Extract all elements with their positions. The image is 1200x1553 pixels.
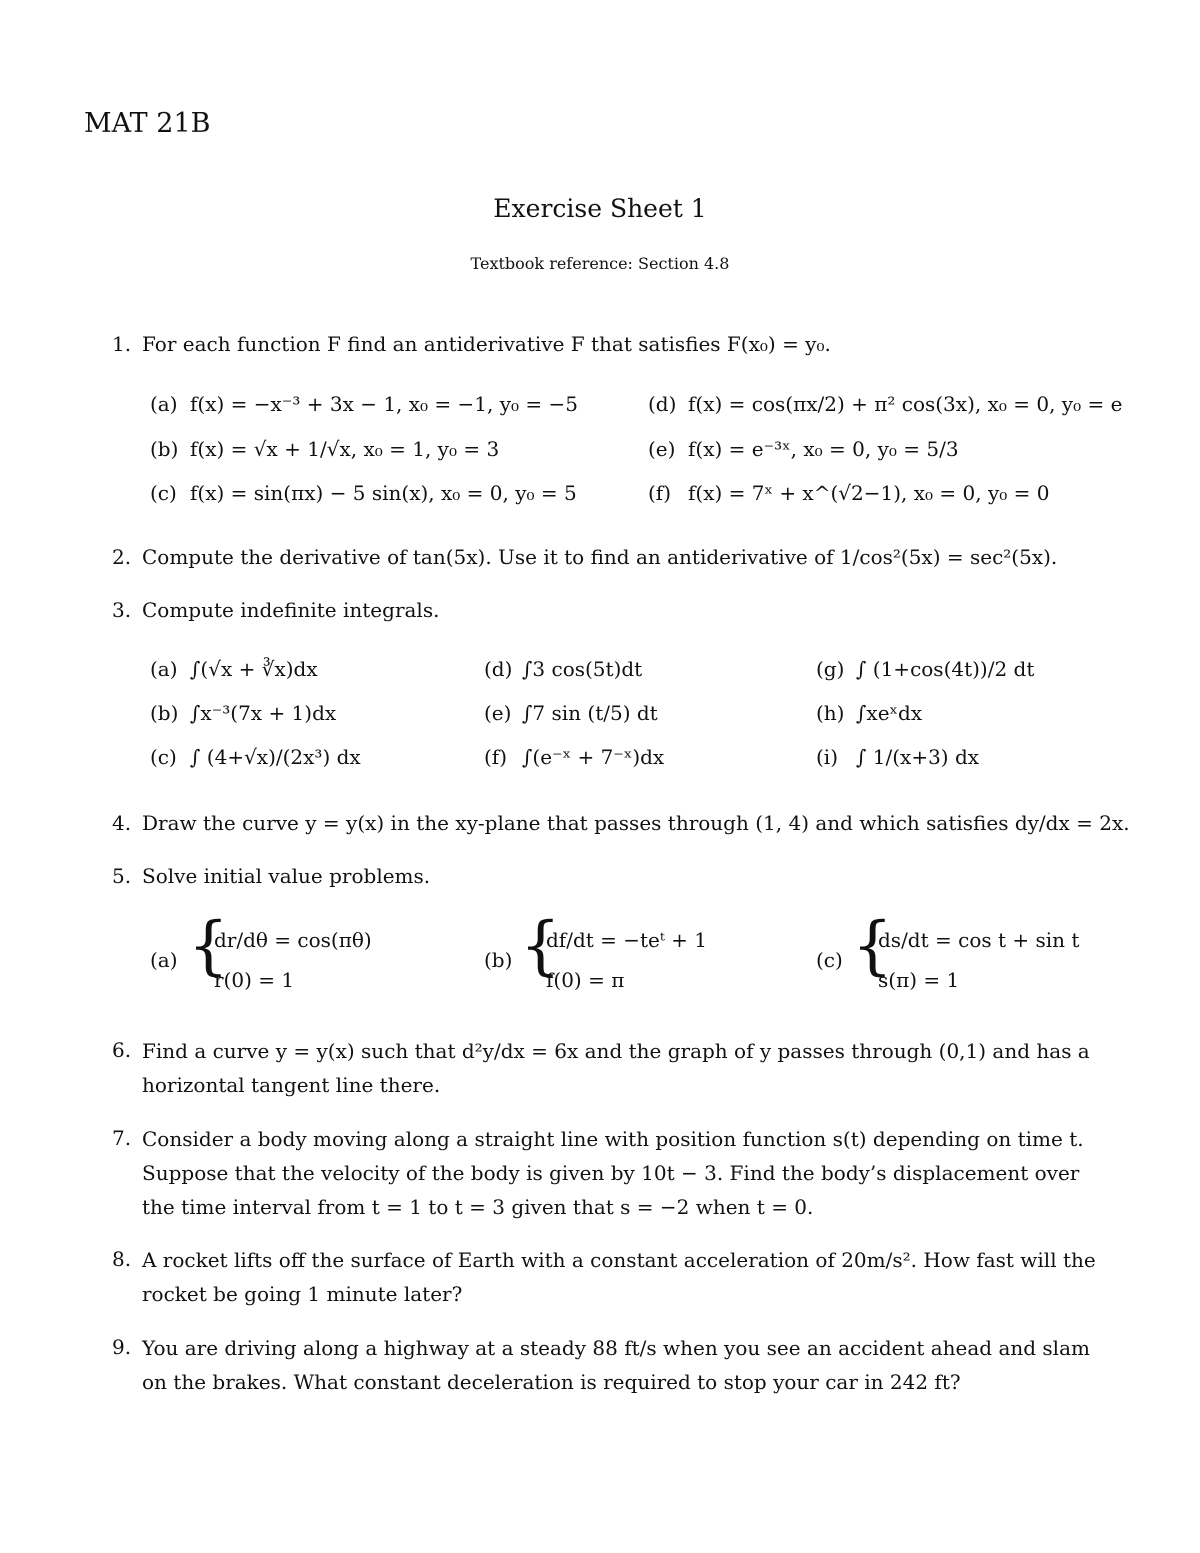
problem-number: 1. bbox=[112, 332, 132, 356]
ode-equation: ds/dt = cos t + sin t bbox=[878, 928, 1080, 952]
problem-text: Solve initial value problems. bbox=[142, 864, 431, 888]
left-brace-icon: { bbox=[852, 909, 893, 983]
problem-number: 9. bbox=[112, 1335, 132, 1359]
part-expr: ∫xeˣdx bbox=[856, 701, 923, 725]
part-expr: ∫ (4+√x)/(2x³) dx bbox=[190, 745, 361, 769]
problem-text: Find a curve y = y(x) such that d²y/dx = 6x and the graph of y passes through (0,1) and has a horizontal tangent line there. bbox=[142, 1039, 1090, 1097]
part-label: (c) bbox=[150, 745, 177, 769]
problem-text: For each function F find an antiderivative F that satisfies F(x₀) = y₀. bbox=[142, 332, 831, 356]
ode-equation: dr/dθ = cos(πθ) bbox=[214, 928, 372, 952]
part-label: (h) bbox=[816, 701, 845, 725]
part-expr: ∫x⁻³(7x + 1)dx bbox=[190, 701, 337, 725]
problem-number: 5. bbox=[112, 864, 132, 888]
part-label: (c) bbox=[816, 948, 843, 972]
problem-number: 6. bbox=[112, 1038, 132, 1062]
part-label: (b) bbox=[484, 948, 513, 972]
left-brace-icon: { bbox=[188, 909, 229, 983]
part-expr: ∫(e⁻ˣ + 7⁻ˣ)dx bbox=[522, 745, 665, 769]
ode-equation: df/dt = −teᵗ + 1 bbox=[546, 928, 708, 952]
part-expr: ∫3 cos(5t)dt bbox=[522, 657, 643, 681]
part-expr: f(x) = cos(πx/2) + π² cos(3x), x₀ = 0, y₀ = e bbox=[688, 392, 1123, 416]
part-expr: ∫7 sin (t/5) dt bbox=[522, 701, 658, 725]
part-expr: ∫ 1/(x+3) dx bbox=[856, 745, 980, 769]
problem-number: 2. bbox=[112, 545, 132, 569]
left-brace-icon: { bbox=[520, 909, 561, 983]
part-label: (g) bbox=[816, 657, 845, 681]
initial-condition: r(0) = 1 bbox=[214, 968, 295, 992]
problem-text: Compute the derivative of tan(5x). Use it to find an antiderivative of 1/cos²(5x) = sec²(5x). bbox=[142, 545, 1058, 569]
part-label: (b) bbox=[150, 437, 179, 461]
problem-number: 3. bbox=[112, 598, 132, 622]
problem-number: 8. bbox=[112, 1247, 132, 1271]
problem-text: Compute indefinite integrals. bbox=[142, 598, 440, 622]
part-label: (a) bbox=[150, 657, 178, 681]
part-expr: f(x) = 7ˣ + x^(√2−1), x₀ = 0, y₀ = 0 bbox=[688, 481, 1050, 505]
part-label: (a) bbox=[150, 948, 178, 972]
problem-number: 4. bbox=[112, 811, 132, 835]
textbook-reference: Textbook reference: Section 4.8 bbox=[470, 254, 730, 273]
part-label: (f) bbox=[648, 481, 672, 505]
part-label: (e) bbox=[648, 437, 676, 461]
part-expr: f(x) = e⁻³ˣ, x₀ = 0, y₀ = 5/3 bbox=[688, 437, 959, 461]
part-label: (a) bbox=[150, 392, 178, 416]
part-label: (d) bbox=[648, 392, 677, 416]
part-label: (f) bbox=[484, 745, 508, 769]
course-code: MAT 21B bbox=[84, 108, 211, 139]
problem-text: You are driving along a highway at a steady 88 ft/s when you see an accident ahead and slam on the brakes. What constant deceleration is required to stop your car in 242 ft? bbox=[142, 1336, 1090, 1394]
part-expr: f(x) = sin(πx) − 5 sin(x), x₀ = 0, y₀ = 5 bbox=[190, 481, 577, 505]
part-label: (d) bbox=[484, 657, 513, 681]
problem-number: 7. bbox=[112, 1126, 132, 1150]
part-label: (e) bbox=[484, 701, 512, 725]
part-expr: f(x) = −x⁻³ + 3x − 1, x₀ = −1, y₀ = −5 bbox=[190, 392, 578, 416]
problem-text: A rocket lifts off the surface of Earth with a constant acceleration of 20m/s². How fast will the rocket be going 1 minute later? bbox=[142, 1248, 1096, 1306]
part-label: (c) bbox=[150, 481, 177, 505]
sheet-title: Exercise Sheet 1 bbox=[493, 194, 707, 223]
initial-condition: s(π) = 1 bbox=[878, 968, 960, 992]
part-label: (b) bbox=[150, 701, 179, 725]
initial-condition: f(0) = π bbox=[546, 968, 625, 992]
part-expr: f(x) = √x + 1/√x, x₀ = 1, y₀ = 3 bbox=[190, 437, 500, 461]
part-expr: ∫(√x + ∛x)dx bbox=[190, 657, 318, 681]
problem-text: Consider a body moving along a straight line with position function s(t) depending on time t. Suppose that the velocity of the body is given by 10t − 3. Find the body’s displacement over the time interval from t = 1 to t = 3 given that s = −2 when t = 0. bbox=[142, 1127, 1084, 1219]
problem-text: Draw the curve y = y(x) in the xy-plane that passes through (1, 4) and which satisfies dy/dx = 2x. bbox=[142, 811, 1130, 835]
part-label: (i) bbox=[816, 745, 839, 769]
part-expr: ∫ (1+cos(4t))/2 dt bbox=[856, 657, 1035, 681]
